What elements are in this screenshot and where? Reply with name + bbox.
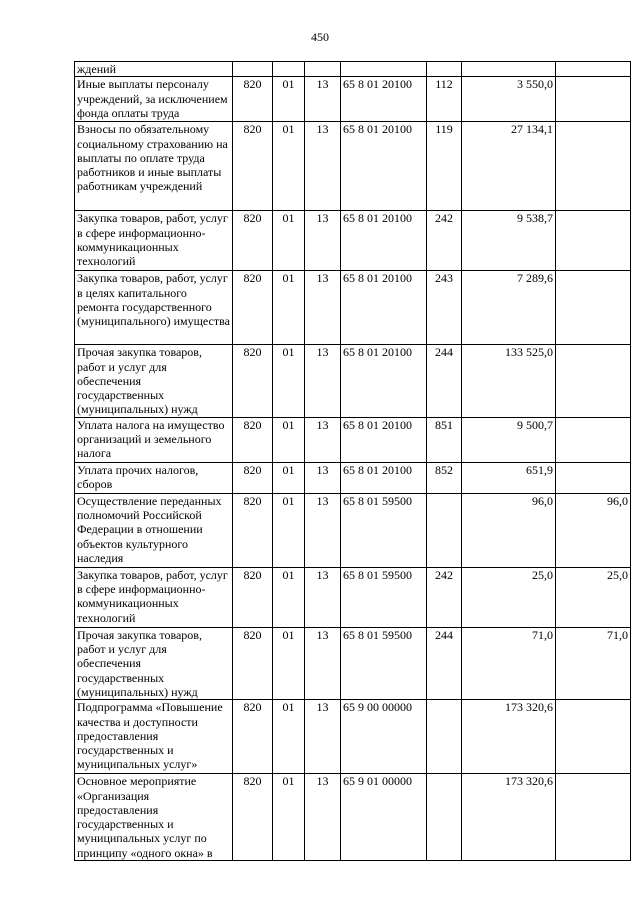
admin-code: 820 (233, 271, 273, 345)
section-code: 01 (273, 462, 305, 493)
sum-amount: 651,9 (462, 462, 556, 493)
sum-federal (556, 774, 631, 861)
target-code: 65 8 01 59500 (341, 627, 427, 699)
admin-code: 820 (233, 700, 273, 774)
subsection-code: 13 (305, 345, 341, 417)
target-code: 65 9 01 00000 (341, 774, 427, 861)
expense-type-code: 244 (427, 345, 462, 417)
row-name: ждений (75, 62, 233, 77)
subsection-code: 13 (305, 462, 341, 493)
table-row (75, 211, 631, 271)
subsection-code: 13 (305, 567, 341, 627)
target-code: 65 8 01 20100 (341, 211, 427, 271)
table-row (75, 271, 631, 345)
expense-type-code: 243 (427, 271, 462, 345)
sum-federal (556, 462, 631, 493)
admin-code: 820 (233, 345, 273, 417)
target-code: 65 8 01 20100 (341, 462, 427, 493)
expense-type-code (427, 493, 462, 567)
subsection-code: 13 (305, 493, 341, 567)
subsection-code: 13 (305, 271, 341, 345)
target-code: 65 9 00 00000 (341, 700, 427, 774)
section-code: 01 (273, 493, 305, 567)
section-code: 01 (273, 417, 305, 462)
admin-code: 820 (233, 417, 273, 462)
row-name: Основное мероприятие «Организация предоставления государственных и муниципальных услуг по принципу «одного окна» в (75, 774, 233, 861)
table-row (75, 345, 631, 417)
table-row (75, 122, 631, 211)
sum-amount: 173 320,6 (462, 700, 556, 774)
table-row (75, 567, 631, 627)
expense-type-code: 112 (427, 77, 462, 122)
admin-code: 820 (233, 77, 273, 122)
admin-code: 820 (233, 493, 273, 567)
table-row (75, 774, 631, 861)
subsection-code (305, 62, 341, 77)
budget-table (74, 61, 631, 861)
row-name: Иные выплаты персоналу учреждений, за исключением фонда оплаты труда (75, 77, 233, 122)
sum-federal (556, 62, 631, 77)
expense-type-code: 119 (427, 122, 462, 211)
admin-code: 820 (233, 462, 273, 493)
target-code: 65 8 01 20100 (341, 271, 427, 345)
sum-amount: 96,0 (462, 493, 556, 567)
row-name: Прочая закупка товаров, работ и услуг для обеспечения государственных (муниципальных) нужд (75, 627, 233, 699)
admin-code: 820 (233, 774, 273, 861)
subsection-code: 13 (305, 77, 341, 122)
admin-code: 820 (233, 567, 273, 627)
sum-amount: 71,0 (462, 627, 556, 699)
section-code: 01 (273, 122, 305, 211)
sum-amount (462, 62, 556, 77)
target-code: 65 8 01 20100 (341, 122, 427, 211)
section-code: 01 (273, 774, 305, 861)
sum-amount: 133 525,0 (462, 345, 556, 417)
subsection-code: 13 (305, 627, 341, 699)
section-code: 01 (273, 77, 305, 122)
expense-type-code: 242 (427, 211, 462, 271)
sum-federal (556, 417, 631, 462)
sum-federal (556, 700, 631, 774)
admin-code: 820 (233, 211, 273, 271)
page-number: 450 (311, 30, 329, 44)
target-code (341, 62, 427, 77)
sum-federal (556, 77, 631, 122)
sum-federal: 71,0 (556, 627, 631, 699)
expense-type-code: 852 (427, 462, 462, 493)
sum-amount: 7 289,6 (462, 271, 556, 345)
row-name: Закупка товаров, работ, услуг в сфере информационно-коммуникационных технологий (75, 567, 233, 627)
admin-code: 820 (233, 627, 273, 699)
section-code: 01 (273, 567, 305, 627)
table-row (75, 417, 631, 462)
target-code: 65 8 01 59500 (341, 493, 427, 567)
admin-code (233, 62, 273, 77)
sum-federal: 96,0 (556, 493, 631, 567)
section-code (273, 62, 305, 77)
sum-amount: 25,0 (462, 567, 556, 627)
target-code: 65 8 01 20100 (341, 77, 427, 122)
sum-amount: 9 500,7 (462, 417, 556, 462)
table-row (75, 627, 631, 699)
subsection-code: 13 (305, 211, 341, 271)
row-name: Подпрограмма «Повышение качества и доступности предоставления государственных и муниципальных услуг» (75, 700, 233, 774)
table-row (75, 62, 631, 77)
row-name: Взносы по обязательному социальному страхованию на выплаты по оплате труда работников и иные выплаты работникам учреждений (75, 122, 233, 211)
subsection-code: 13 (305, 700, 341, 774)
section-code: 01 (273, 211, 305, 271)
sum-federal (556, 122, 631, 211)
target-code: 65 8 01 20100 (341, 417, 427, 462)
subsection-code: 13 (305, 774, 341, 861)
sum-federal (556, 345, 631, 417)
expense-type-code (427, 700, 462, 774)
subsection-code: 13 (305, 122, 341, 211)
admin-code: 820 (233, 122, 273, 211)
table-row (75, 700, 631, 774)
table-row (75, 493, 631, 567)
sum-federal (556, 211, 631, 271)
section-code: 01 (273, 700, 305, 774)
section-code: 01 (273, 345, 305, 417)
row-name: Уплата налога на имущество организаций и земельного налога (75, 417, 233, 462)
expense-type-code (427, 774, 462, 861)
row-name: Уплата прочих налогов, сборов (75, 462, 233, 493)
row-name: Осуществление переданных полномочий Российской Федерации в отношении объектов культурного наследия (75, 493, 233, 567)
section-code: 01 (273, 271, 305, 345)
table-row (75, 77, 631, 122)
target-code: 65 8 01 59500 (341, 567, 427, 627)
expense-type-code (427, 62, 462, 77)
sum-federal (556, 271, 631, 345)
expense-type-code: 242 (427, 567, 462, 627)
expense-type-code: 851 (427, 417, 462, 462)
row-name: Прочая закупка товаров, работ и услуг для обеспечения государственных (муниципальных) нужд (75, 345, 233, 417)
expense-type-code: 244 (427, 627, 462, 699)
sum-amount: 173 320,6 (462, 774, 556, 861)
subsection-code: 13 (305, 417, 341, 462)
section-code: 01 (273, 627, 305, 699)
table-row (75, 462, 631, 493)
sum-federal: 25,0 (556, 567, 631, 627)
target-code: 65 8 01 20100 (341, 345, 427, 417)
sum-amount: 3 550,0 (462, 77, 556, 122)
row-name: Закупка товаров, работ, услуг в сфере информационно-коммуникационных технологий (75, 211, 233, 271)
sum-amount: 27 134,1 (462, 122, 556, 211)
row-name: Закупка товаров, работ, услуг в целях капитального ремонта государственного (муниципального) имущества (75, 271, 233, 345)
sum-amount: 9 538,7 (462, 211, 556, 271)
